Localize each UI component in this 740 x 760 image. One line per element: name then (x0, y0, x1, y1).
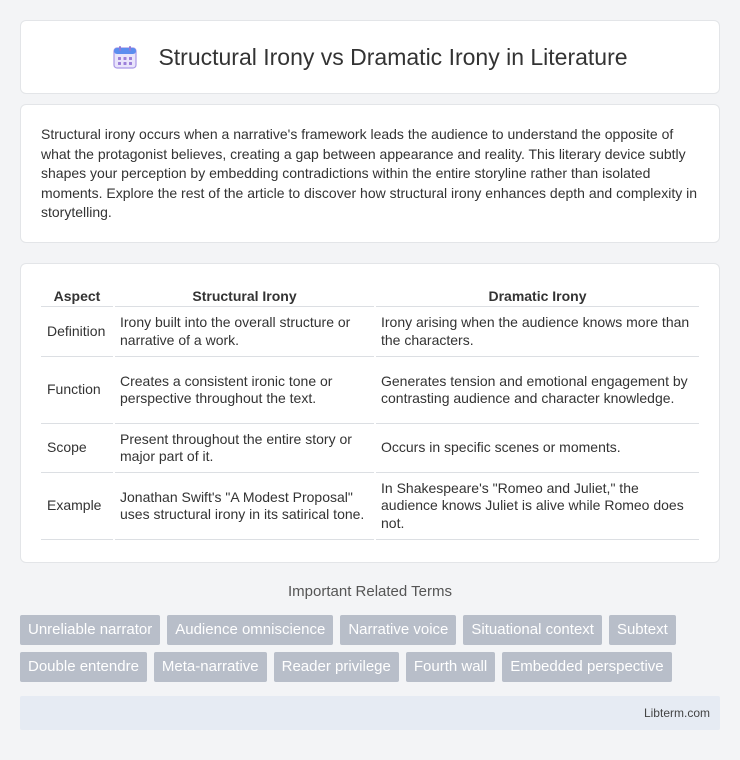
tag-double-entendre[interactable]: Double entendre (20, 652, 147, 682)
row-structural: Creates a consistent ironic tone or perspective throughout the text. (114, 357, 375, 424)
footer (20, 696, 720, 730)
tag-audience-omniscience[interactable]: Audience omniscience (167, 615, 333, 645)
table-row (41, 357, 699, 424)
row-dramatic: Occurs in specific scenes or moments. (375, 424, 699, 473)
header-dramatic-irony: Dramatic Irony (375, 284, 699, 307)
title-text: Structural Irony vs Dramatic Irony in Literature (158, 43, 628, 70)
tag-subtext[interactable]: Subtext (609, 615, 676, 645)
row-dramatic: Generates tension and emotional engagement by contrasting audience and character knowledge. (375, 357, 699, 424)
row-aspect: Scope (41, 424, 114, 473)
header-aspect: Aspect (41, 284, 114, 307)
table-row (41, 307, 699, 357)
row-dramatic: In Shakespeare's "Romeo and Juliet," the audience knows Juliet is alive while Romeo does not. (375, 473, 699, 540)
tag-narrative-voice[interactable]: Narrative voice (340, 615, 456, 645)
related-terms-list (20, 615, 720, 682)
row-structural: Present throughout the entire story or major part of it. (114, 424, 375, 473)
table-header-row (41, 284, 699, 307)
tag-unreliable-narrator[interactable]: Unreliable narrator (20, 615, 160, 645)
page-title (112, 44, 627, 71)
row-aspect: Function (41, 357, 114, 424)
row-structural: Jonathan Swift's "A Modest Proposal" uses structural irony in its satirical tone. (114, 473, 375, 540)
row-structural: Irony built into the overall structure or narrative of a work. (114, 307, 375, 357)
tag-reader-privilege[interactable]: Reader privilege (274, 652, 399, 682)
header-structural-irony: Structural Irony (114, 284, 375, 307)
related-terms-heading: Important Related Terms (288, 583, 452, 600)
footer-brand-link[interactable]: Libterm.com (643, 706, 710, 720)
tag-meta-narrative[interactable]: Meta-narrative (154, 652, 267, 682)
tag-situational-context[interactable]: Situational context (463, 615, 602, 645)
table-row (41, 473, 699, 540)
row-aspect: Example (41, 473, 114, 540)
intro-card (20, 104, 720, 243)
comparison-card (20, 263, 720, 563)
intro-paragraph: Structural irony occurs when a narrative's framework leads the audience to understand the opposite of what the protagonist believes, creating a gap between appearance and reality. This literary device subtly shapes your perception by embedding contradictions within the entire storyline rather than isolated moments. Explore the rest of the article to discover how structural irony enhances depth and complexity in storytelling. (41, 126, 697, 221)
calendar-icon (112, 44, 138, 70)
row-aspect: Definition (41, 307, 114, 357)
comparison-table (41, 284, 699, 540)
tag-embedded-perspective[interactable]: Embedded perspective (502, 652, 671, 682)
tag-fourth-wall[interactable]: Fourth wall (406, 652, 495, 682)
title-card (20, 20, 720, 94)
row-dramatic: Irony arising when the audience knows more than the characters. (375, 307, 699, 357)
table-row (41, 424, 699, 473)
